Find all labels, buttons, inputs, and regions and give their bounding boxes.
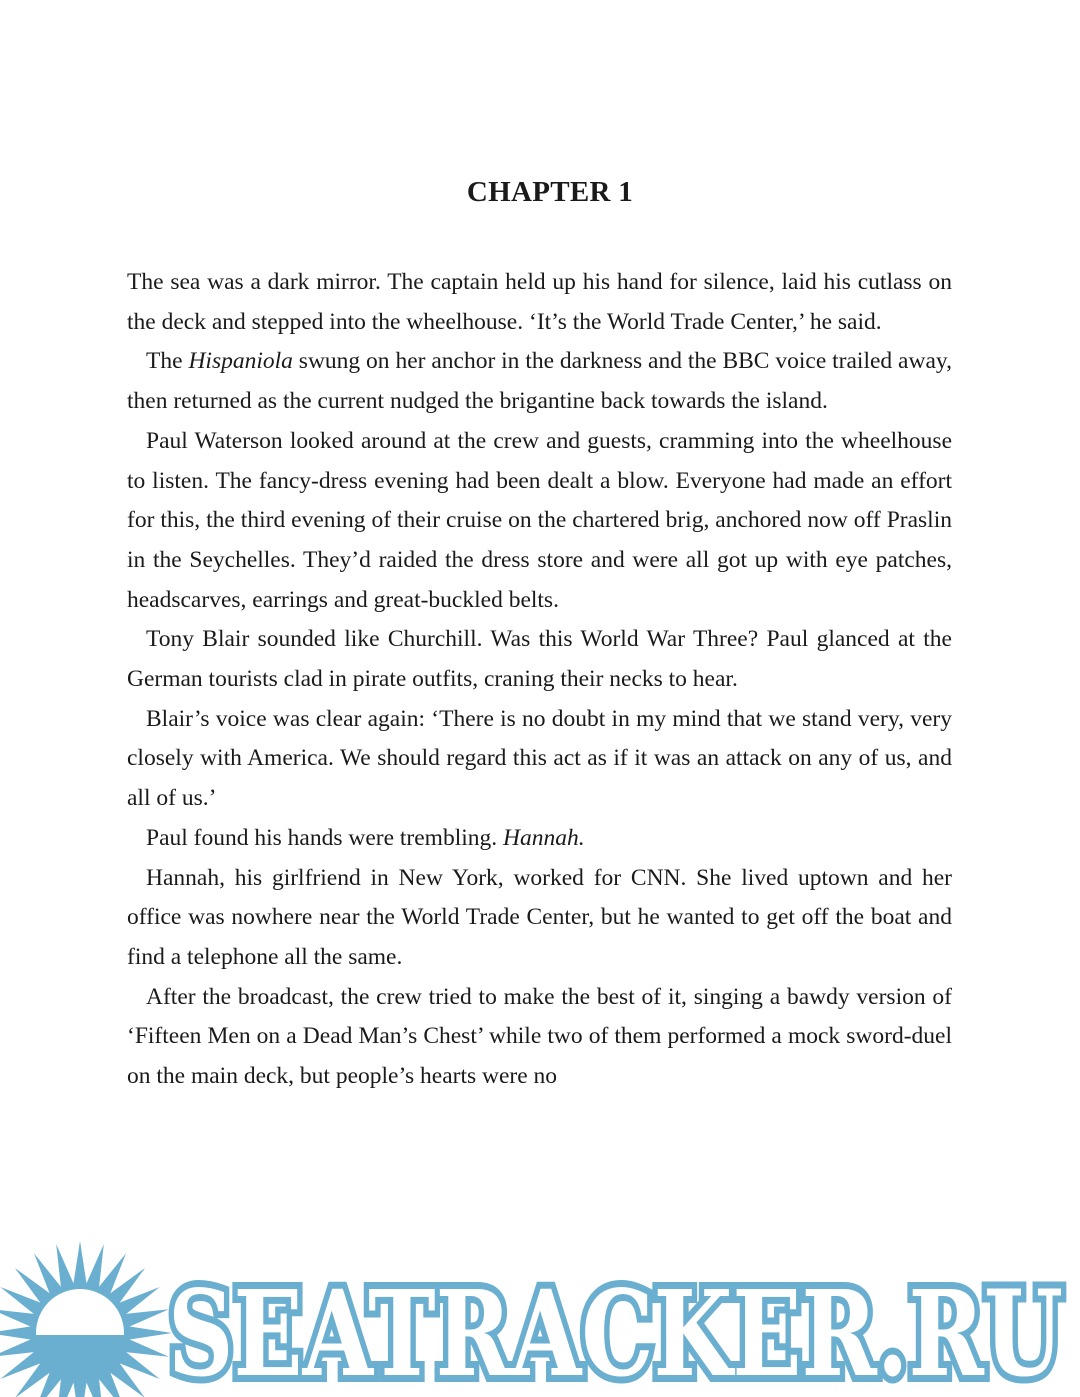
text-run: Blair’s voice was clear again: ‘There is no doubt in my mind that we stand very, very closely with America. We should regard this act as if it was an attack on any of us, and all of us.’ <box>127 705 952 812</box>
paragraph <box>127 978 952 1097</box>
watermark-text: SEATRACKER.RU <box>168 1264 1063 1397</box>
text-run: Tony Blair sounded like Churchill. Was this World War Three? Paul glanced at the German tourists clad in pirate outfits, craning their necks to hear. <box>127 626 952 693</box>
paragraph <box>127 422 952 621</box>
watermark <box>0 1235 1080 1397</box>
paragraph <box>127 342 952 421</box>
italic-text: Hannah. <box>503 824 585 851</box>
watermark-graphic <box>0 1235 1080 1397</box>
chapter-body <box>127 263 952 1097</box>
watermark-text-fill: SEATRACKER.RU <box>168 1264 1063 1397</box>
text-run: Paul Waterson looked around at the crew and guests, cramming into the wheelhouse to listen. The fancy-dress evening had been dealt a blow. Everyone had made an effort for this, the third evening of their cruise on the chartered brig, anchored now off Praslin in the Seychelles. They’d raided the dress store and were all got up with eye patches, headscarves, earrings and great-buckled belts. <box>127 427 952 613</box>
paragraph <box>127 819 952 859</box>
text-run: swung on her anchor in the darkness and the BBC voice trailed away, then returned as the current nudged the brigantine back towards the island. <box>127 348 952 415</box>
text-run: The sea was a dark mirror. The captain held up his hand for silence, laid his cutlass on the deck and stepped into the wheelhouse. ‘It’s the World Trade Center,’ he said. <box>127 269 952 335</box>
text-run: The <box>146 348 189 375</box>
italic-text: Hispaniola <box>188 348 293 375</box>
paragraph <box>127 620 952 699</box>
chapter-title: CHAPTER 1 <box>466 176 634 208</box>
paragraph <box>127 859 952 978</box>
text-run: Paul found his hands were trembling. <box>146 824 504 851</box>
paragraph <box>127 700 952 819</box>
paragraph <box>127 263 952 342</box>
text-run: Hannah, his girlfriend in New York, worked for CNN. She lived uptown and her office was nowhere near the World Trade Center, but he wanted to get off the boat and find a telephone all the same. <box>127 864 952 970</box>
sun-over-sea-icon <box>0 1241 172 1397</box>
text-run: After the broadcast, the crew tried to make the best of it, singing a bawdy version of ‘Fifteen Men on a Dead Man’s Chest’ while two of them performed a mock sword-duel on the main deck, but people’s hearts were no <box>127 983 952 1090</box>
